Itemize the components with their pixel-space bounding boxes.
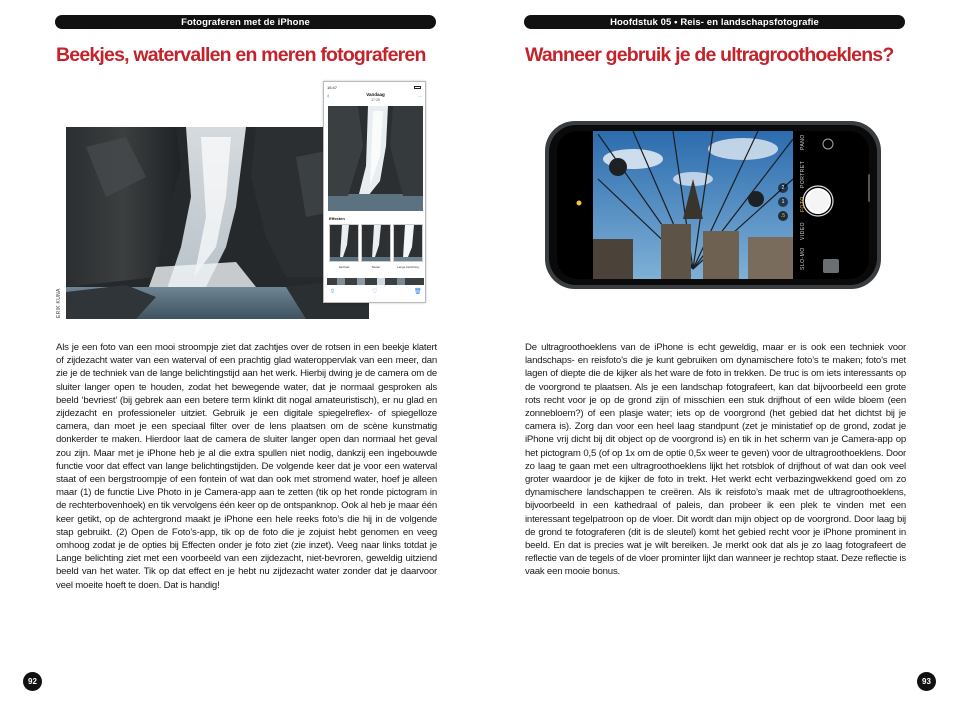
running-header: Fotograferen met de iPhone xyxy=(55,15,436,29)
phone-screenshot-inset xyxy=(323,81,426,303)
trash-icon[interactable]: 🗑 xyxy=(414,289,422,295)
favorite-icon[interactable]: ♡ xyxy=(372,289,378,295)
battery-icon xyxy=(414,86,421,89)
photo-credit: ERIK KUNA xyxy=(56,288,62,318)
zoom-button-1x[interactable]: 1 xyxy=(778,197,788,207)
thumb-label-loop: Herhaal xyxy=(338,265,350,269)
page-number: 93 xyxy=(917,672,936,691)
page-number: 92 xyxy=(23,672,42,691)
camera-mode-portrait[interactable]: PORTRET xyxy=(800,160,806,188)
thumb-label-bounce: Stuiter xyxy=(371,265,381,269)
screen-title: Vandaag xyxy=(366,92,385,97)
effect-thumb-bounce[interactable] xyxy=(361,224,391,262)
effect-thumb-long-exposure[interactable] xyxy=(393,224,423,262)
share-icon[interactable]: ⋯ xyxy=(418,94,422,99)
body-text: Als je een foto van een mooi stroompje ziet dat zachtjes over de rotsen in een beekje klatert of zijdezacht water van een waterval of een prachtig glad wateroppervlak van een meer, dan zie je de techniek van de lange belichtingstijd aan het werk. Hierbij dwing je de camera om de sluiter langer open te houden, zodat het bewegende water, dat je normaal gesproken als beeld ‘bevriest’ (bij gebrek aan een betere term klinkt dit nogal amateuristisch), er nu glad en zijdezacht en professioneler uitziet. Gebruik je een digitale spiegelreflex- of spiegelloze camera, dan moet je een speciaal filter over de lens plaatsen om de scène kunstmatig donkerder te maken. Hierdoor laat de camera de sluiter langer open dan normaal het geval zou zijn. Maar met je iPhone heb je al die extra spullen niet nodig, dankzij een ingebouwde functie voor dat effect van lange belichtingstijden. De volgende keer dat je voor een waterval staat of een bergstroompje of een fontein of wat dan ook met stromend water, hoef je alleen maar (1) de functie Live Photo in je Camera-app aan te zetten (tik op het ronde pictogram in de rechterbovenhoek) en tik vervolgens één keer op de ontspanknop. Ook al heb je maar één keer getikt, op de achtergrond maakt je iPhone een hele reeks foto’s die hij in de volgende stap gebruikt. (2) Open de Foto’s-app, tik op de foto die je zojuist hebt genomen en veeg omhoog zodat je de opties bij Effecten onder je foto ziet (zie inzet). Veeg naar links totdat je Lange belichting ziet met een voorbeeld van een zijdezacht, niet-bevroren, geweldig uitziend beeld van het water. Tik op dat effect en je hebt nu zijdezacht water zonder dat je daarvoor veel moeite hoeft te doen. Dat is handig! xyxy=(56,342,437,591)
photo-strip[interactable] xyxy=(327,275,424,285)
status-time: 16:47 xyxy=(327,85,338,90)
effect-thumb-loop[interactable] xyxy=(329,224,359,262)
zoom-button-0-5x[interactable]: .5 xyxy=(778,211,788,221)
camera-mode-slomo[interactable]: SLO-MO xyxy=(800,247,806,270)
body-text: De ultragroothoeklens van de iPhone is echt geweldig, maar er is ook een techniek voor landschaps- en reisfoto’s die je kunt gebruiken om dynamischere foto’s te maken; foto’s met lagen of diepte die de kijker als het ware de foto in trekken. De truc is om iets interessants op de voorgrond te plaatsen. Als je een landschap fotografeert, kan dat bijvoorbeeld een grote rots recht voor je op de grond zijn of misschien een stuk drijfhout of een wilde bloem (een zonnebloem?) of een plasje water; iets op de voorgrond (het gebied dat het dichtst bij je camera is). Zorg dan voor een heel laag standpunt (zet je ministatief op de grond, zodat je iPhone vrij dicht bij dit object op de voorgrond is) en tik in het scherm van je Camera-app op het pictogram 0,5 (of op 1x om de optie 0,5x weer te geven) voor de ultragroothoeklens. Door zo laag te gaan met een ultragroothoeklens lijkt het rotsblok of drijfhout of wat dan ook veel groter waardoor je de kijker de foto in trekt. Het werkt echt verbazingwekkend goed om zo dynamischere landschappen te creëren. Als ik reisfoto’s maak met de ultragroothoeklens, bijvoorbeeld in een kathedraal of paleis, dan probeer ik een plek te vinden met een interessant tegelpatroon op de vloer. Dit wordt dan mijn object op de voorgrond. Door laag bij de grond te fotograferen (dit is de sleutel) komt het gebied recht voor je iPhone prominent in beeld. En dat is precies wat je wilt bereiken. Je merkt ook dat als je zo laag fotografeert de reflectie van de tegels of de vloer prominter lijkt dan wanneer je rechtop staat. Deze reflectie is vaak een mooie bonus. xyxy=(525,342,906,578)
photo-preview xyxy=(328,106,423,211)
right-page xyxy=(480,0,960,713)
camera-mode-video[interactable]: VIDEO xyxy=(800,221,806,240)
page-title: Beekjes, watervallen en meren fotograferen xyxy=(56,44,426,66)
screen-subtitle: 17:25 xyxy=(371,98,380,102)
camera-mode-pano[interactable]: PANO xyxy=(800,134,806,150)
back-chevron-icon[interactable]: ‹ xyxy=(327,93,330,100)
page-title: Wanneer gebruik je de ultragroothoeklens? xyxy=(525,44,894,66)
iphone-camera-photo xyxy=(543,119,883,291)
effects-label: Effecten xyxy=(329,216,345,221)
zoom-button-2x[interactable]: 2 xyxy=(778,183,788,193)
thumb-label-long-exposure: Lange belichting xyxy=(397,265,419,269)
camera-mode-photo[interactable]: FOTO xyxy=(800,196,806,212)
running-header: Hoofdstuk 05 • Reis- en landschapsfotografie xyxy=(524,15,905,29)
share-toolbar-icon[interactable]: ⇧ xyxy=(330,289,336,295)
